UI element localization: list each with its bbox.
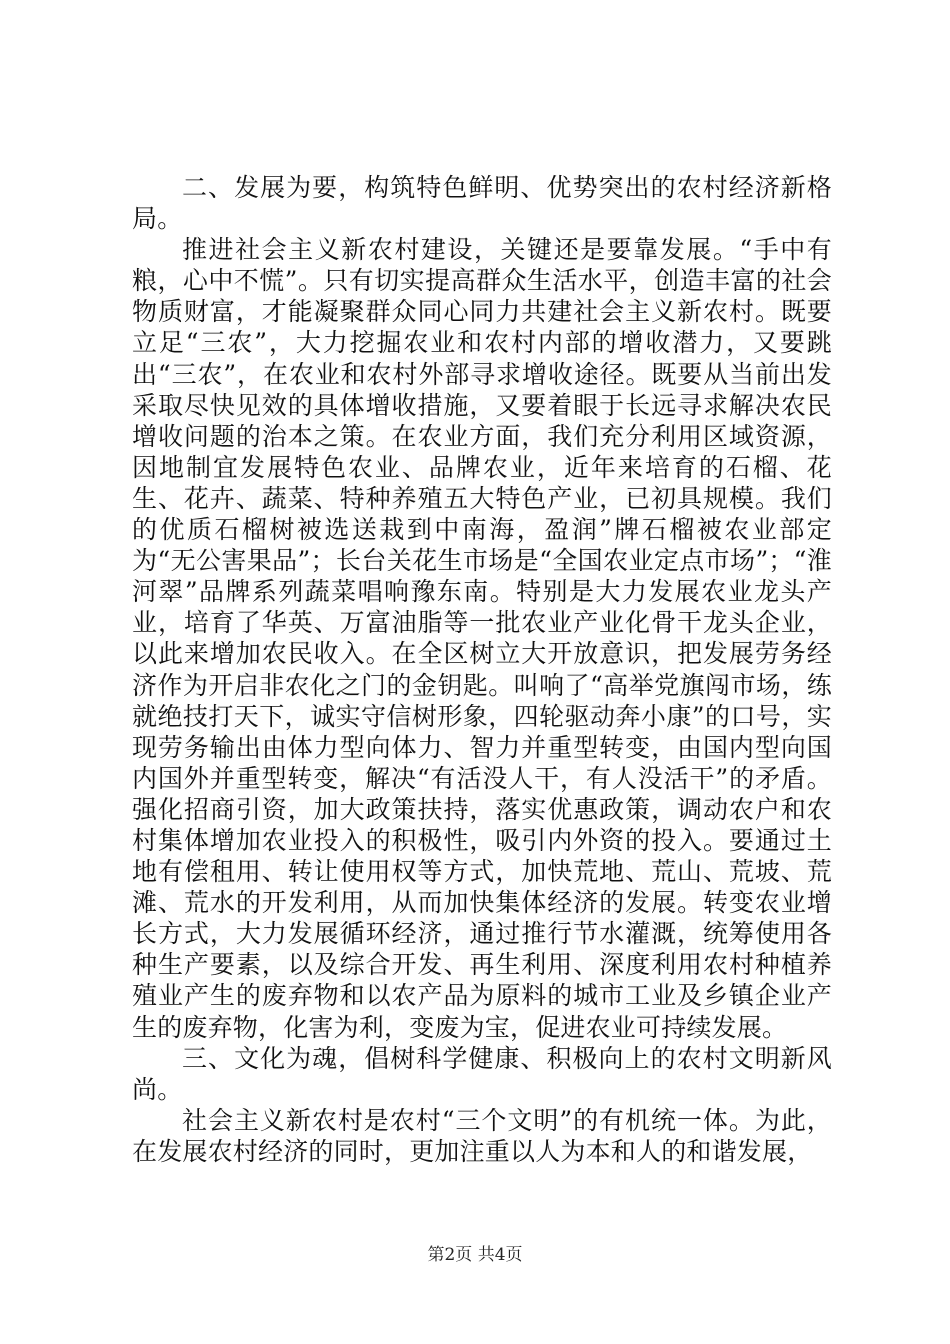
section-heading-development: 二、发展为要，构筑特色鲜明、优势突出的农村经济新格局。 [132,173,832,234]
paragraph-culture-body: 社会主义新农村是农村“三个文明”的有机统一体。为此，在发展农村经济的同时，更加注重以人为本和人的和谐发展， [132,1105,832,1166]
page-footer: 第2页 共4页 [427,1245,523,1265]
document-body [132,172,832,1167]
section-heading-culture: 三、文化为魂，倡树科学健康、积极向上的农村文明新风尚。 [132,1043,832,1104]
paragraph-development-body: 推进社会主义新农村建设，关键还是要靠发展。“手中有粮，心中不慌”。只有切实提高群众生活水平，创造丰富的社会物质财富，才能凝聚群众同心同力共建社会主义新农村。既要立足“三农”，大力挖掘农业和农村内部的增收潜力，又要跳出“三农”，在农业和农村外部寻求增收途径。既要从当前出发采取尽快见效的具体增收措施，又要着眼于长远寻求解决农民增收问题的治本之策。在农业方面，我们充分利用区域资源，因地制宜发展特色农业、品牌农业，近年来培育的石榴、花生、花卉、蔬菜、特种养殖五大特色产业，已初具规模。我们的优质石榴树被选送栽到中南海，盈润”牌石榴被农业部定为“无公害果品”；长台关花生市场是“全国农业定点市场”；“淮河翠”品牌系列蔬菜唱响豫东南。特别是大力发展农业龙头产业，培育了华英、万富油脂等一批农业产业化骨干龙头企业，以此来增加农民收入。在全区树立大开放意识，把发展劳务经济作为开启非农化之门的金钥匙。叫响了“高举党旗闯市场，练就绝技打天下，诚实守信树形象，四轮驱动奔小康”的口号，实现劳务输出由体力型向体力、智力并重型转变，由国内型向国内国外并重型转变，解决“有活没人干，有人没活干”的矛盾。强化招商引资，加大政策扶持，落实优惠政策，调动农户和农村集体增加农业投入的积极性，吸引内外资的投入。要通过土地有偿租用、转让使用权等方式，加快荒地、荒山、荒坡、荒滩、荒水的开发利用，从而加快集体经济的发展。转变农业增长方式，大力发展循环经济，通过推行节水灌溉，统筹使用各种生产要素，以及综合开发、再生利用、深度利用农村种植养殖业产生的废弃物和以农产品为原料的城市工业及乡镇企业产生的废弃物，化害为利，变废为宝，促进农业可持续发展。 [132,235,832,1042]
